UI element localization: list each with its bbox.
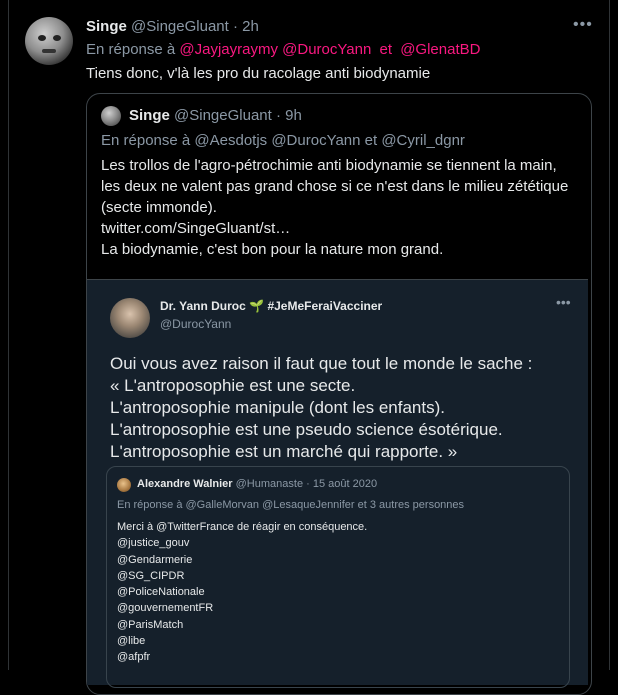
- inner-quote-header: [137, 478, 377, 490]
- inner-quote-line: @justice_gouv: [117, 537, 190, 550]
- mention-link[interactable]: @Jayjayraymy: [179, 41, 278, 58]
- screenshot-handle: @DurocYann: [160, 317, 232, 331]
- inner-quote-author-name: Alexandre Walnier: [137, 478, 233, 490]
- screenshot-author-name: Dr. Yann Duroc: [160, 299, 246, 313]
- quoted-text-line: les deux ne valent pas grand chose si ce n'est dans le milieu zététique: [101, 178, 569, 195]
- quoted-tweet[interactable]: [86, 93, 592, 695]
- quoted-author-handle: @SingeGluant: [174, 107, 272, 124]
- screenshot-text: [110, 353, 532, 463]
- quoted-header: [129, 107, 302, 125]
- screenshot-text-line: Oui vous avez raison il faut que tout le monde le sache :: [110, 354, 533, 373]
- quoted-time: · 9h: [275, 107, 302, 124]
- inner-quote-line: @libe: [117, 635, 146, 648]
- screenshot-author-line: [160, 299, 382, 313]
- tweet-time[interactable]: · 2h: [232, 18, 259, 35]
- screenshot-avatar: [110, 298, 150, 338]
- mention-link[interactable]: @DurocYann: [282, 41, 372, 58]
- column-border-right: [609, 0, 610, 670]
- inner-quote-line: @PoliceNationale: [117, 586, 205, 599]
- inner-quote-text: [117, 519, 367, 666]
- column-border-left: [8, 0, 9, 670]
- reply-prefix: En réponse à: [86, 41, 176, 58]
- screenshot-text-line: « L'antroposophie est une secte.: [110, 376, 356, 395]
- inner-quote-reply-line: En réponse à @GalleMorvan @LesaqueJennifer et 3 autres personnes: [117, 499, 465, 511]
- sprout-icon: 🌱: [249, 299, 265, 313]
- screenshot-text-line: L'antroposophie est une pseudo science ésotérique.: [110, 420, 503, 439]
- quoted-text: [101, 155, 581, 260]
- tweet-header: [86, 18, 259, 36]
- inner-quote-handle: @Humanaste: [235, 478, 304, 490]
- avatar[interactable]: [25, 17, 73, 65]
- quoted-text-line: La biodynamie, c'est bon pour la nature mon grand.: [101, 241, 444, 258]
- more-horizontal-icon: •••: [556, 294, 571, 310]
- reply-to-line: [86, 41, 480, 59]
- avatar-eye: [38, 35, 46, 41]
- attached-screenshot-image[interactable]: [87, 279, 588, 685]
- author-handle[interactable]: @SingeGluant: [131, 18, 229, 35]
- quoted-reply-line: En réponse à @Aesdotjs @DurocYann et @Cyril_dgnr: [101, 132, 465, 149]
- inner-quote-line: Merci à @TwitterFrance de réagir en conséquence.: [117, 521, 368, 533]
- screenshot-text-line: L'antroposophie manipule (dont les enfants).: [110, 398, 445, 417]
- avatar-mouth: [42, 49, 56, 53]
- mention-conjunction: et: [379, 41, 393, 58]
- quoted-text-line: (secte immonde).: [101, 199, 217, 216]
- inner-quote-time: · 15 août 2020: [306, 478, 378, 490]
- avatar-eye: [53, 35, 61, 41]
- inner-quote-line: @afpfr: [117, 651, 151, 664]
- screenshot-inner-quote: [106, 466, 570, 688]
- screenshot-text-line: L'antroposophie est un marché qui rapporte. »: [110, 442, 458, 461]
- quoted-link[interactable]: twitter.com/SingeGluant/st…: [101, 220, 291, 237]
- inner-quote-line: @gouvernementFR: [117, 602, 214, 615]
- more-horizontal-icon[interactable]: •••: [573, 16, 593, 33]
- quoted-avatar: [101, 106, 121, 126]
- tweet-text: Tiens donc, v'là les pro du racolage anti biodynamie: [86, 65, 431, 82]
- inner-quote-line: @SG_CIPDR: [117, 569, 185, 582]
- mention-link[interactable]: @GlenatBD: [400, 41, 481, 58]
- screenshot-hashtag: #JeMeFeraiVacciner: [267, 299, 383, 313]
- inner-quote-line: @ParisMatch: [117, 618, 184, 631]
- inner-quote-line: @Gendarmerie: [117, 553, 193, 566]
- author-name[interactable]: Singe: [86, 18, 127, 35]
- inner-quote-avatar: [117, 478, 131, 492]
- quoted-text-line: Les trollos de l'agro-pétrochimie anti biodynamie se tiennent la main,: [101, 157, 557, 174]
- quoted-author-name: Singe: [129, 107, 170, 124]
